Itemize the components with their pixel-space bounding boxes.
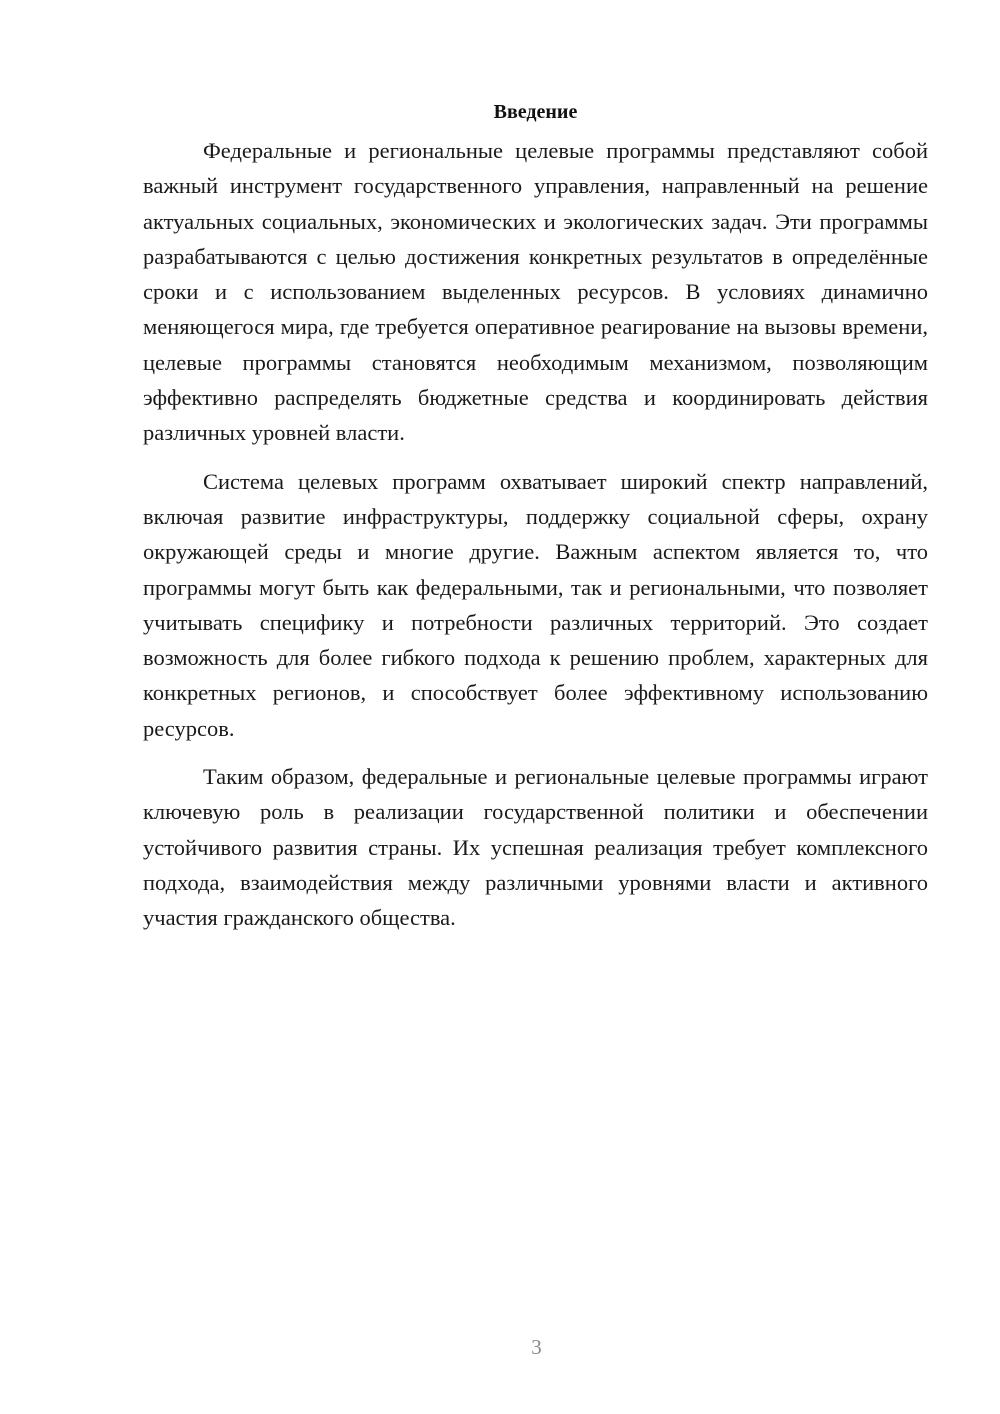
section-title: Введение [493,101,578,123]
paragraph-1: Федеральные и региональные целевые программы представляют собой важный инструмент государственного управления, направленный на решение актуальных социальных, экономических и экологических задач. Эти программы разрабатываются с целью достижения конкретных результатов в определённые сроки и с использованием выделенных ресурсов. В условиях динамично меняющегося мира, где требуется оперативное реагирование на вызовы времени, целевые программы становятся необходимым механизмом, позволяющим эффективно распределять бюджетные средства и координировать действия различных уровней власти. [143,138,928,446]
document-body [143,96,928,949]
paragraph-3: Таким образом, федеральные и региональные целевые программы играют ключевую роль в реализации государственной политики и обеспечении устойчивого развития страны. Их успешная реализация требует комплексного подхода, взаимодействия между различными уровнями власти и активного участия гражданского общества. [143,764,928,931]
paragraph-2: Система целевых программ охватывает широкий спектр направлений, включая развитие инфраструктуры, поддержку социальной сферы, охрану окружающей среды и многие другие. Важным аспектом является то, что программы могут быть как федеральными, так и региональными, что позволяет учитывать специфику и потребности различных территорий. Это создает возможность для более гибкого подхода к решению проблем, характерных для конкретных регионов, и способствует более эффективному использованию ресурсов. [143,468,928,741]
page-number: 3 [531,1335,542,1359]
